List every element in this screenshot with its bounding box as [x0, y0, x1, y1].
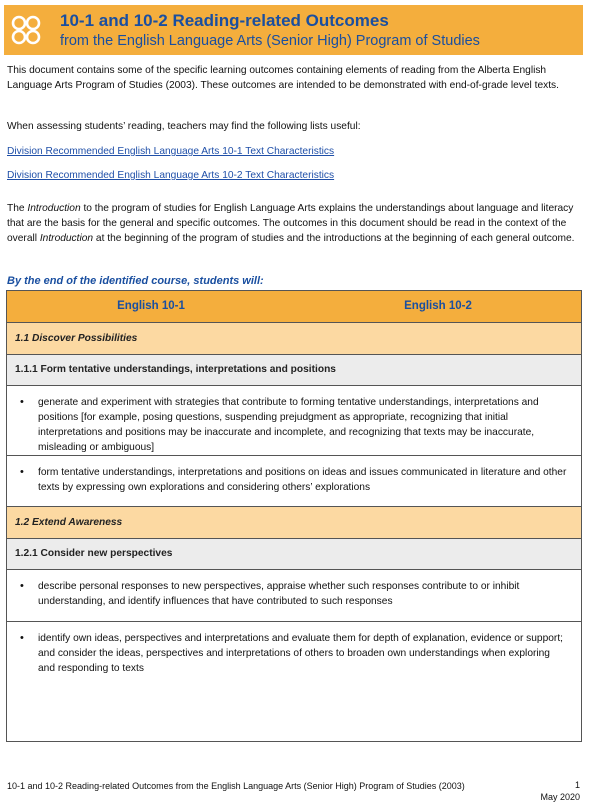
linked-circles-logo-icon	[10, 14, 42, 46]
outcome-row	[7, 456, 581, 507]
intro-paragraph: This document contains some of the specific learning outcomes containing elements of reading from the Alberta English Language Arts Program of Studies (2003). These outcomes are intended to be demonstrated with end-of-grade level texts.	[7, 65, 559, 91]
page-number: 1	[574, 780, 580, 790]
column-header-english-10-2: English 10-2	[295, 291, 581, 322]
bullet: •	[20, 466, 24, 478]
outcome-text: identify own ideas, perspectives and interpretations and evaluate them for depth of explanation, evidence or support; and consider the ideas, perspectives and interpretations of others to broaden own understandings when exploring and responding to texts	[38, 633, 563, 674]
bullet: •	[20, 580, 24, 592]
link-ela-10-2-text-characteristics[interactable]: Division Recommended English Language Arts 10-2 Text Characteristics	[7, 170, 335, 181]
footer-date: May 2020	[540, 792, 580, 802]
column-header-english-10-1: English 10-1	[7, 291, 296, 322]
subsection-row-form-tentative: 1.1.1 Form tentative understandings, interpretations and positions	[7, 355, 581, 386]
section-row-discover-possibilities: 1.1 Discover Possibilities	[7, 323, 581, 355]
outcome-text: generate and experiment with strategies that contribute to forming tentative understandings, interpretations and positions [for example, posing questions, suspending prejudgment as appropriate, recognizing that initial interpretations and positions may be inaccurate and incomplete, and recognizing that texts may be inaccurate, misleading or ambiguous]	[38, 397, 539, 453]
outcome-text: describe personal responses to new perspectives, appraise whether such responses contribute to or inhibit understanding, and identify influences that have contributed to such responses	[38, 581, 520, 607]
outcome-row	[7, 570, 581, 622]
table-header-row	[7, 291, 581, 323]
document-subtitle: from the English Language Arts (Senior High) Program of Studies	[60, 33, 480, 49]
section-row-extend-awareness: 1.2 Extend Awareness	[7, 507, 581, 539]
outcome-row	[7, 622, 581, 741]
outcome-text: form tentative understandings, interpretations and positions on ideas and issues communicated in literature and other texts by expressing own explorations and considering others’ explorations	[38, 467, 567, 493]
subsection-row-consider-perspectives: 1.2.1 Consider new perspectives	[7, 539, 581, 570]
outcome-row	[7, 386, 581, 456]
footer-document-title: 10-1 and 10-2 Reading-related Outcomes from the English Language Arts (Senior High) Program of Studies (2003)	[7, 781, 465, 791]
link-ela-10-1-text-characteristics[interactable]: Division Recommended English Language Arts 10-1 Text Characteristics	[7, 146, 335, 157]
footer-page-info	[540, 779, 580, 803]
bullet: •	[20, 632, 24, 644]
outcomes-table	[6, 290, 582, 742]
intro-useful-lists: When assessing students’ reading, teachers may find the following lists useful:	[7, 121, 361, 132]
document-header	[4, 5, 583, 55]
bullet: •	[20, 396, 24, 408]
introduction-paragraph: The Introduction to the program of studies for English Language Arts explains the understandings about language and literacy that are the basis for the general and specific outcomes. The outcomes in this document should be read in the context of the overall Introduction at the beginning of the program of studies and the introductions at the beginning of each general outcome.	[7, 203, 575, 244]
outcomes-lead-heading: By the end of the identified course, students will:	[7, 275, 264, 287]
document-title: 10-1 and 10-2 Reading-related Outcomes	[60, 11, 389, 30]
